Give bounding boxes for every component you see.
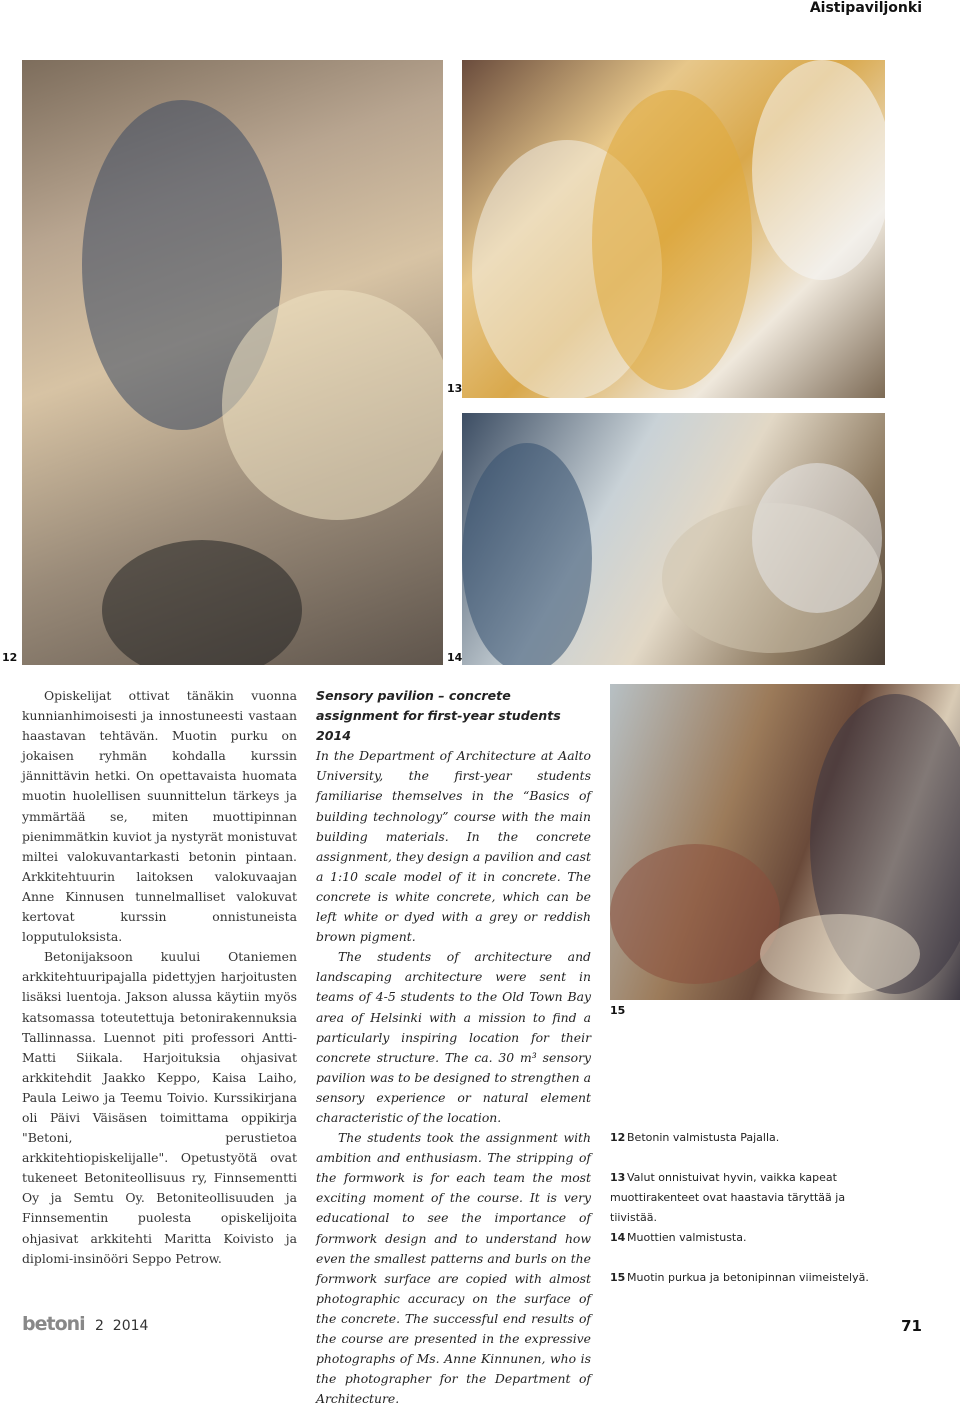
photo-number-12: 12	[2, 651, 18, 664]
english-paragraph: In the Department of Architecture at Aalto University, the first-year students familiarise themselves in the “Basics of building technology” course with the main building materials. In the concrete assignment, they design a pavilion and cast a 1:10 scale model of it in concrete. The concrete is white concrete, which can be left white or dyed with a grey or reddish brown pigment.	[316, 748, 591, 945]
english-body-text	[316, 686, 591, 1409]
caption-number: 14	[610, 1231, 626, 1244]
caption-number: 15	[610, 1271, 626, 1284]
caption-text: Muotin purkua ja betonipinnan viimeistelyä.	[627, 1271, 869, 1284]
issue-number: 2 2014	[95, 1318, 149, 1334]
photo-number-13: 13	[447, 382, 463, 395]
magazine-logo: betoni	[22, 1313, 85, 1335]
page-number: 71	[901, 1317, 922, 1335]
caption-text: Muottien valmistusta.	[627, 1231, 747, 1244]
finnish-body-text	[22, 686, 297, 1269]
caption-text: Valut onnistuivat hyvin, vaikka kapeat muottirakenteet ovat haastavia täryttää ja tiivistää.	[610, 1171, 846, 1224]
finnish-paragraph: Betonijaksoon kuului Otaniemen arkkitehtuuripajalla pidettyjen harjoitusten lisäksi luentoja. Jakson alussa käytiin myös katsomassa toteutettuja betonirakennuksia Tallinnassa. Luennot piti professori Antti-Matti Siikala. Harjoituksia ohjasivat arkkitehdit Jaakko Keppo, Kaisa Laiho, Paula Leiwo ja Teemu Toivio. Kurssikirjana oli Päivi Väisäsen toimittama oppikirja "Betoni, perustietoa arkkitehtiopiskelijalle". Opetustyötä ovat tukeneet Betoniteollisuus ry, Finnsementti Oy ja Semtu Oy. Betoniteollisuuden ja Finnsementin puolesta opiskelijoita ohjasivat arkkitehti Maritta Koivisto ja diplomi-insinööri Seppo Petrow.	[22, 949, 297, 1266]
caption-14	[610, 1228, 910, 1248]
caption-12	[610, 1128, 910, 1148]
photo-14	[462, 413, 885, 665]
caption-15	[610, 1268, 910, 1288]
caption-number: 12	[610, 1131, 626, 1144]
photo-15	[610, 684, 960, 1000]
photo-number-15: 15	[610, 1004, 626, 1017]
section-header: Aistipaviljonki	[809, 0, 922, 16]
english-title: Sensory pavilion – concrete assignment for first-year students 2014	[316, 688, 561, 744]
finnish-paragraph: Opiskelijat ottivat tänäkin vuonna kunnianhimoisesti ja innostuneesti vastaan haastavan tehtävän. Muotin purku on jokaisen ryhmän kohdalla kurssin jännittävin hetki. On opettavaista huomata muotin huolellisen suunnittelun tärkeys ja ymmärtää se, miten muottipinnan pienimmätkin kuviot ja nystyrät monistuvat miltei valokuvantarkasti betonin pintaan. Arkkitehtuurin laitoksen valokuvaajan Anne Kinnusen tunnelmalliset valokuvat kertovat kurssin onnistuneista lopputuloksista.	[22, 688, 297, 945]
english-paragraph: The students of architecture and landscaping architecture were sent in teams of 4-5 students to the Old Town Bay area of Helsinki with a mission to find a particularly inspiring location for their concrete structure. The ca. 30 m³ sensory pavilion was to be designed to strengthen a sensory experience or natural element characteristic of the location.	[316, 949, 591, 1125]
photo-number-14: 14	[447, 651, 463, 664]
english-paragraph: The students took the assignment with ambition and enthusiasm. The stripping of the formwork is for each team the most exciting moment of the course. It is very educational to see the importance of formwork design and to understand how even the smallest patterns and burls on the formwork surface are copied with almost photographic accuracy on the surface of the concrete. The successful end results of the course are presented in the expressive photographs of Ms. Anne Kinnunen, who is the photographer for the Department of Architecture.	[316, 1130, 591, 1407]
photo-12	[22, 60, 443, 665]
caption-13	[610, 1168, 895, 1228]
caption-text: Betonin valmistusta Pajalla.	[627, 1131, 780, 1144]
photo-13	[462, 60, 885, 398]
caption-number: 13	[610, 1171, 626, 1184]
